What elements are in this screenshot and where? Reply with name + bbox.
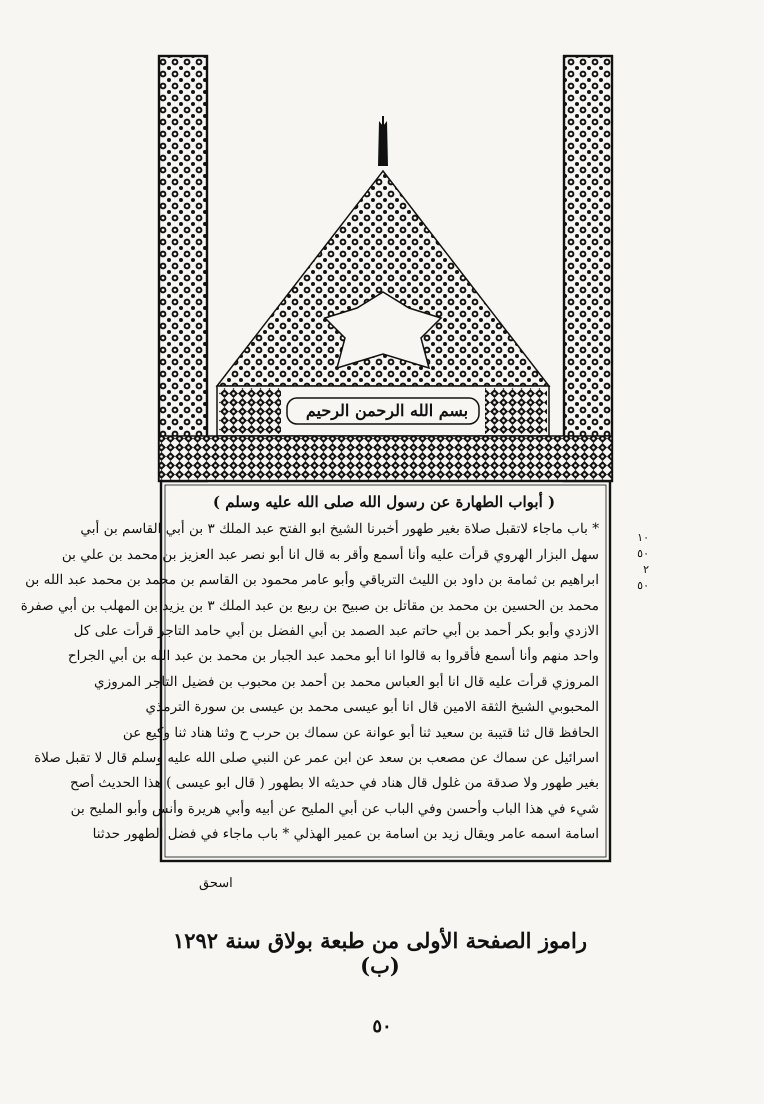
text-line: اسامة اسمه عامر ويقال زيد بن اسامة بن عمير الهذلي * باب ماجاء في فضل الطهور حدثنا <box>92 826 599 843</box>
text-line: المروزي قرأت عليه قال انا أبو العباس محمد بن أحمد بن محبوب بن فضيل التاجر المروزي <box>94 673 599 690</box>
basmala: بسم الله الرحمن الرحيم <box>305 401 469 420</box>
text-line: ابراهيم بن ثمامة بن داود بن الليث الترياقي وأبو عامر محمود بن القاسم بن محمد بن محمد عبد الله بن <box>25 572 599 589</box>
text-line: المحبوبي الشيخ الثقة الامين قال انا أبو عيسى محمد بن عيسى بن سورة الترمذي <box>145 699 599 716</box>
catchword: اسحق <box>199 876 233 891</box>
right-ornament-band <box>564 56 612 481</box>
text-line: واحد منهم وأنا أسمع فأقروا به قالوا انا أبو محمد عبد الجبار بن محمد بن عبد الله بن أبي الجراح <box>67 648 599 665</box>
margin-notes <box>619 530 649 690</box>
margin-note: ١٠ <box>637 531 649 544</box>
text-line: بغير طهور ولا صدقة من غلول قال هناد في حديثه الا بطهور ( قال ابو عيسى ) هذا الحديث أصح <box>70 775 599 792</box>
manuscript-text <box>20 490 599 843</box>
lower-ornament-band <box>159 436 612 481</box>
text-line: الازدي وأبو بكر أحمد بن أبي حاتم عبد الصمد بن أبي الفضل بن أبي حامد التاجر قرأت على كل <box>73 623 599 640</box>
text-line: شيء في هذا الباب وأحسن وفي الباب عن أبي المليح عن أبيه وأبي هريرة وأنس وأبو المليح بن <box>70 800 599 817</box>
basmala-side-panel-left <box>219 388 281 434</box>
left-ornament-band <box>159 56 207 481</box>
margin-note: ٥٠ <box>637 579 649 592</box>
text-line: اسرائيل عن سماك عن مصعب بن سعد عن ابن عمر عن النبي صلى الله عليه وسلم قال لا تقبل صلاة <box>34 750 599 767</box>
margin-note: ٢ <box>643 563 649 576</box>
chapter-heading: ( أبواب الطهارة عن رسول الله صلى الله عليه وسلم ) <box>212 493 556 511</box>
text-line: محمد بن الحسين بن محمد بن مقاتل بن صبيح بن ربيع بن عبد الملك ٣ بن يزيد بن المهلب بن أبي صفرة <box>20 597 599 614</box>
manuscript-plate <box>20 56 614 891</box>
text-line: * باب ماجاء لاتقبل صلاة بغير طهور أخبرنا الشيخ ابو الفتح عبد الملك ٣ بن أبي القاسم بن أبي <box>80 521 599 538</box>
page-number: ٥٠ <box>372 1016 392 1037</box>
text-line: سهل البزار الهروي قرأت عليه وأنا أسمع وأقر به قال انا أبو نصر عبد العزيز بن محمد بن علي بن <box>61 546 599 563</box>
margin-note: ٥٠ <box>637 547 649 560</box>
text-line: الحافظ قال ثنا قتيبة بن سعيد ثنا أبو عوانة عن سماك بن حرب ح وثنا هناد ثنا وكيع عن <box>122 724 599 741</box>
figure-caption: راموز الصفحة الأولى من طبعة بولاق سنة ١٢٩٢ (ب) <box>172 928 588 978</box>
basmala-side-panel-right <box>485 388 547 434</box>
